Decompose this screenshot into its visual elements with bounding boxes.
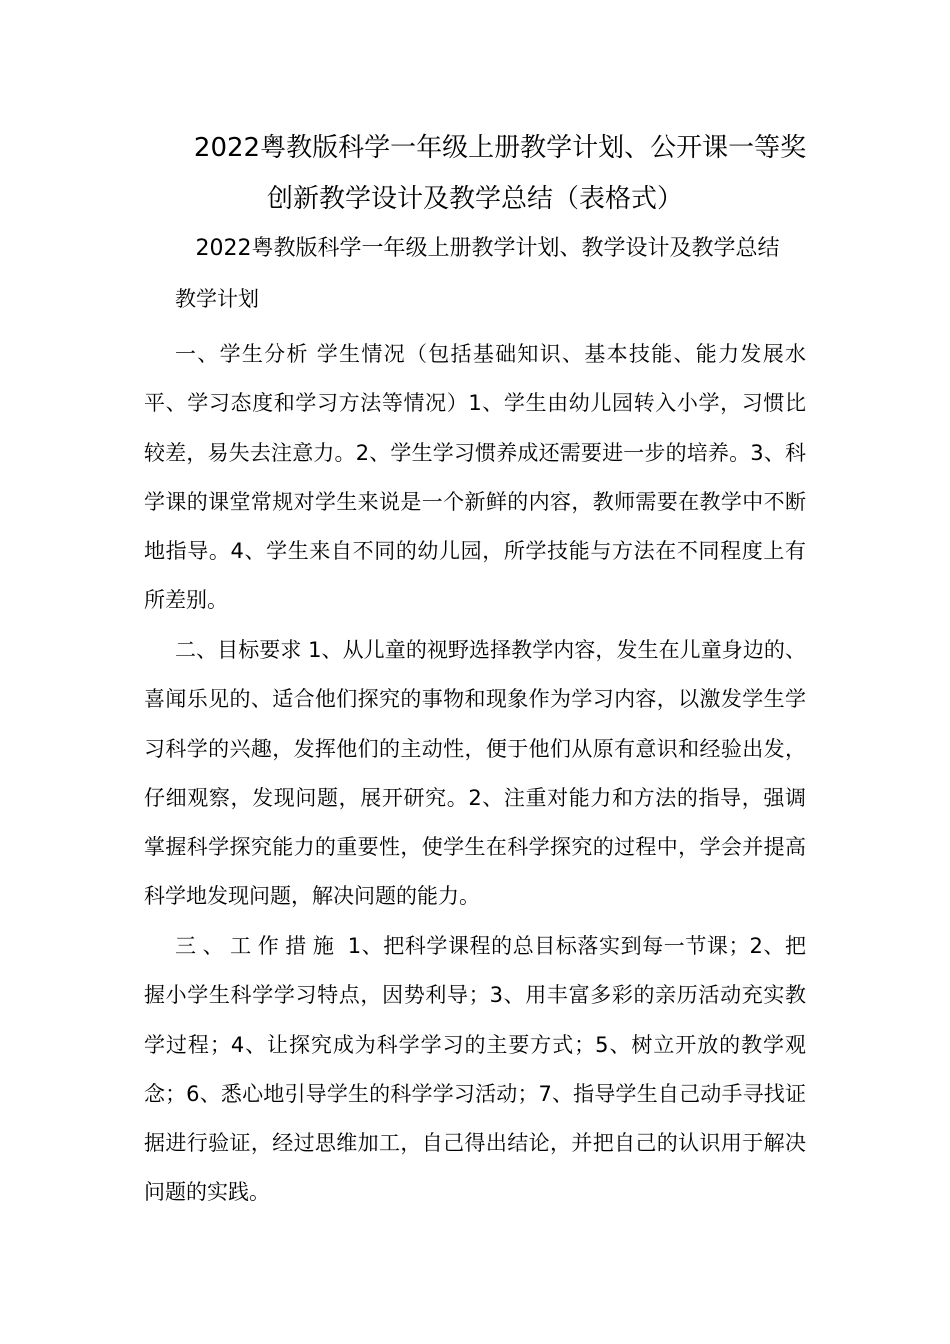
paragraph-text: 学生情况（包括基础知识、基本技能、能力发展水平、学习态度和学习方法等情况）1、学生由幼儿园转入小学，习惯比较差，易失去注意力。2、学生学习惯养成还需要进一步的培养。3、科学课的课堂常规对学生来说是一个新鲜的内容，教师需要在教学中不断地指导。4、学生来自不同的幼儿园，所学技能与方法在不同程度上有所差别。 — [144, 342, 806, 613]
paragraph-text: 1、把科学课程的总目标落实到每一节课；2、把握小学生科学学习特点，因势利导；3、用丰富多彩的亲历活动充实教学过程；4、让探究成为科学学习的主要方式；5、树立开放的教学观念；6、悉心地引导学生的科学学习活动；7、指导学生自己动手寻找证据进行验证，经过思维加工，自己得出结论，并把自己的认识用于解决问题的实践。 — [144, 934, 806, 1205]
paragraph-goal-requirements — [144, 626, 806, 922]
document-title-line-1: 2022粤教版科学一年级上册教学计划、公开课一等奖 — [193, 133, 807, 163]
document-title-line-2: 创新教学设计及教学总结（表格式） — [266, 184, 683, 214]
section-heading: 教学计划 — [175, 287, 259, 311]
paragraph-work-measures — [144, 922, 806, 1218]
paragraph-label: 三、工作措施 — [175, 934, 341, 958]
paragraph-text: 1、从儿童的视野选择教学内容，发生在儿童身边的、喜闻乐见的、适合他们探究的事物和现象作为学习内容，以激发学生学习科学的兴趣，发挥他们的主动性，便于他们从原有意识和经验出发，仔细观察，发现问题，展开研究。2、注重对能力和方法的指导，强调掌握科学探究能力的重要性，使学生在科学探究的过程中，学会并提高科学地发现问题，解决问题的能力。 — [144, 638, 806, 909]
paragraph-label: 一、学生分析 — [175, 342, 309, 366]
paragraph-student-analysis — [144, 330, 806, 626]
paragraph-label: 二、目标要求 — [175, 638, 302, 662]
document-subtitle: 2022粤教版科学一年级上册教学计划、教学设计及教学总结 — [195, 236, 780, 261]
